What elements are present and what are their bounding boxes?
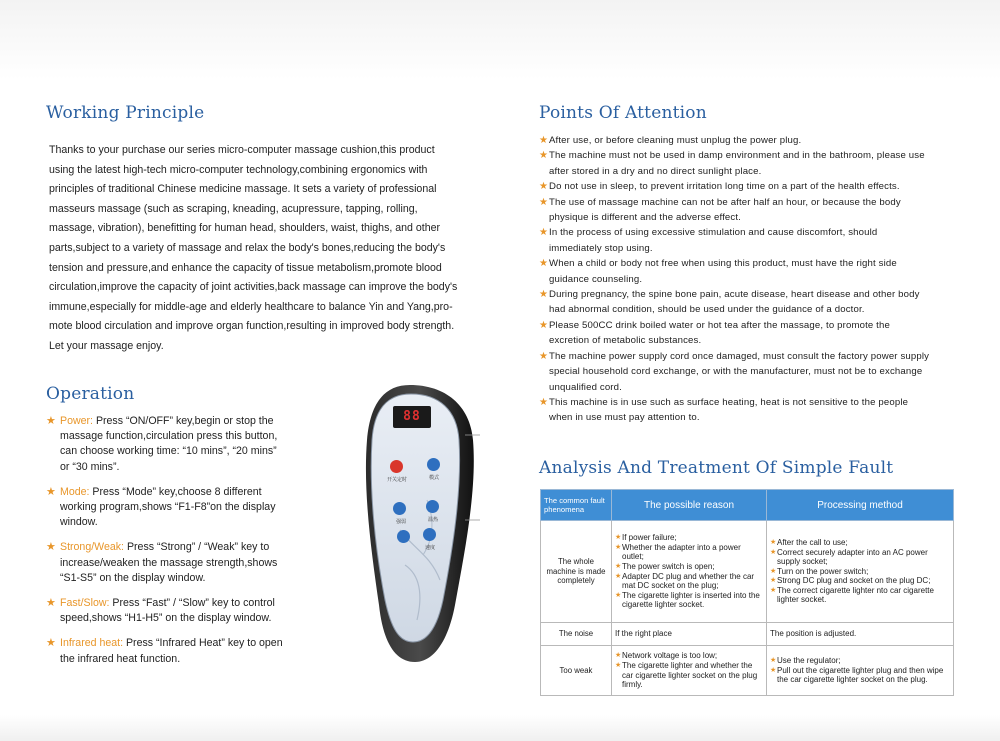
- mode-button: [427, 458, 440, 471]
- top-band: [0, 0, 1000, 80]
- op-line: can choose working time: “10 mins”, “20 mins”: [60, 445, 277, 458]
- star-icon: ★: [770, 577, 777, 585]
- method-cell: [767, 623, 954, 646]
- op-line: “S1-S5” on the display window.: [60, 571, 206, 584]
- op-text: Press “Infrared Heat” key to open: [125, 637, 283, 650]
- reason-item: [615, 661, 763, 690]
- star-icon: ★: [539, 196, 549, 208]
- pa-line: unqualified cord.: [549, 381, 622, 393]
- reason-cell: [612, 521, 767, 623]
- star-icon: ★: [615, 534, 622, 542]
- wp-line: circulation,improve the capacity of joint activities,back massage can improve the body's: [49, 281, 458, 294]
- attention-item: [539, 148, 959, 179]
- op-text: Press “Mode” key,choose 8 different: [92, 485, 262, 498]
- star-icon: ★: [539, 350, 549, 362]
- star-icon: ★: [770, 567, 777, 575]
- star-icon: ★: [615, 591, 622, 599]
- pa-line: The machine must not be used in damp environment and in the bathroom, please use: [549, 150, 925, 162]
- star-icon: ★: [615, 543, 622, 551]
- op-text: Press “ON/OFF” key,begin or stop the: [95, 415, 274, 427]
- star-icon: ★: [46, 597, 56, 610]
- table-row: [541, 623, 954, 646]
- working-principle-title: Working Principle: [46, 103, 205, 123]
- method-item: [770, 656, 950, 666]
- wp-line: immune,especially for middle-age and elderly healthcare to balance Yin and Yang,pro-: [49, 300, 453, 313]
- wp-line: principles of traditional Chinese medicine massage. It sets a variety of professional: [49, 183, 437, 196]
- star-icon: ★: [615, 652, 622, 660]
- pa-line: immediately stop using.: [549, 242, 653, 254]
- op-line: [60, 485, 304, 500]
- pa-line: guidance counseling.: [549, 273, 643, 285]
- pa-line: The use of massage machine can not be after half an hour, or because the body: [549, 196, 901, 208]
- op-line: speed,shows “H1-H5” on the display window.: [60, 612, 272, 625]
- remote-label: 模式: [428, 475, 439, 481]
- pa-line: excretion of metabolic substances.: [549, 335, 702, 347]
- reason-item: [615, 591, 763, 610]
- operation-item-strong-weak: [46, 540, 304, 586]
- remote-display: 88: [403, 409, 421, 424]
- star-icon: ★: [539, 227, 549, 239]
- weak-button: [397, 530, 410, 543]
- method-text: Pull out the cigarette lighter plug and then wipe the car cigarette lighter socket on the plug.: [777, 665, 944, 685]
- pa-line: In the process of using excessive stimulation and cause discomfort, should: [549, 227, 878, 239]
- pa-line: physique is different and the adverse effect.: [549, 212, 741, 224]
- remote-label: 强弱: [395, 519, 406, 525]
- power-button: [390, 460, 403, 473]
- pa-line: when in use must pay attention to.: [549, 412, 700, 424]
- reason-text: Adapter DC plug and whether the car mat DC socket on the plug;: [622, 571, 755, 591]
- reason-text: The cigarette lighter is inserted into the cigarette lighter socket.: [622, 590, 760, 610]
- method-item: [770, 666, 950, 685]
- reason-text: If the right place: [615, 629, 672, 639]
- operation-item-infrared: [46, 636, 304, 666]
- attention-item: [539, 349, 959, 395]
- reason-text: The cigarette lighter and whether the car cigarette lighter socket on the plug firmly.: [622, 660, 758, 690]
- wp-line: mote blood circulation and improve organ function,resulting in improved body strength.: [49, 320, 455, 333]
- wp-line: Let your massage enjoy.: [49, 339, 164, 352]
- working-principle-body: [49, 141, 477, 357]
- op-keyword: Mode:: [60, 485, 90, 498]
- remote-control-illustration: [305, 380, 535, 665]
- op-keyword: Strong/Weak:: [60, 541, 124, 554]
- reason-text: Whether the adapter into a power outlet;: [622, 542, 741, 562]
- phenomenon-cell: The whole machine is made completely: [541, 521, 612, 623]
- pa-line: After use, or before cleaning must unplug the power plug.: [549, 135, 802, 146]
- attention-item: [539, 395, 959, 426]
- pa-line: had abnormal condition, should be used under the guidance of a doctor.: [549, 304, 865, 316]
- method-text: Turn on the power switch;: [777, 566, 869, 576]
- method-cell: [767, 521, 954, 623]
- pa-line: The machine power supply cord once damaged, must consult the factory power supply: [549, 350, 930, 362]
- reason-item: [615, 533, 763, 543]
- op-text: Press “Fast” / “Slow” key to control: [112, 597, 275, 610]
- reason-item: [615, 562, 763, 572]
- op-line: the infrared heat function.: [60, 652, 181, 665]
- star-icon: ★: [539, 150, 549, 162]
- star-icon: ★: [770, 538, 777, 546]
- star-icon: ★: [770, 666, 777, 674]
- method-item: [770, 576, 950, 586]
- method-item: [770, 567, 950, 577]
- method-text: Correct securely adapter into an AC power supply socket;: [777, 547, 928, 567]
- op-line: window.: [60, 516, 98, 529]
- op-keyword: Power:: [60, 415, 93, 427]
- pa-line: after stored in a dry and no direct sunlight place.: [549, 165, 762, 177]
- remote-label: 开关定时: [386, 477, 407, 483]
- strong-button: [393, 502, 406, 515]
- op-line: increase/weaken the massage strength,shows: [60, 556, 278, 569]
- reason-item: [615, 572, 763, 591]
- attention-item: [539, 256, 959, 287]
- star-icon: ★: [539, 181, 549, 193]
- speed-button: [423, 528, 436, 541]
- reason-item: [615, 543, 763, 562]
- operation-list: [46, 414, 304, 677]
- op-keyword: Fast/Slow:: [60, 597, 110, 610]
- wp-line: using the latest high-tech micro-computer technology,combining ergonomics with: [49, 163, 428, 176]
- pa-line: Please 500CC drink boiled water or hot tea after the massage, to promote the: [549, 319, 890, 331]
- star-icon: ★: [770, 657, 777, 665]
- star-icon: ★: [770, 586, 777, 594]
- method-item: [770, 548, 950, 567]
- op-line: working program,shows “F1-F8”on the display: [60, 501, 276, 514]
- star-icon: ★: [539, 319, 549, 331]
- attention-item: [539, 133, 959, 148]
- attention-item: [539, 318, 959, 349]
- op-line: [60, 636, 304, 651]
- star-icon: ★: [46, 541, 56, 554]
- method-text: The position is adjusted.: [770, 629, 857, 639]
- attention-item: [539, 225, 959, 256]
- heat-button: [426, 500, 439, 513]
- method-cell: [767, 646, 954, 696]
- pa-line: This machine is in use such as surface heating, heat is not sensitive to the people: [549, 396, 909, 408]
- star-icon: ★: [46, 485, 56, 498]
- op-line: [60, 414, 304, 429]
- star-icon: ★: [46, 415, 56, 427]
- attention-item: [539, 195, 959, 226]
- wp-line: masseurs massage (such as scraping, kneading, acupressure, tapping, rolling,: [49, 202, 418, 215]
- reason-text: The power switch is open;: [622, 561, 715, 571]
- header-phenomena: The common fault phenomena: [541, 490, 612, 521]
- method-text: Strong DC plug and socket on the plug DC;: [777, 576, 931, 586]
- star-icon: ★: [539, 258, 549, 270]
- fault-table: [540, 489, 954, 696]
- star-icon: ★: [615, 661, 622, 669]
- op-line: or “30 mins”.: [60, 460, 120, 473]
- pa-line: Do not use in sleep, to prevent irritation long time on a part of the health effects.: [549, 181, 900, 193]
- star-icon: ★: [615, 562, 622, 570]
- reason-text: If power failure;: [622, 533, 677, 543]
- header-reason: The possible reason: [612, 490, 767, 521]
- wp-line: massage, vibration), benefitting for human head, shoulders, waist, thighs, and other: [49, 222, 441, 235]
- star-icon: ★: [539, 396, 549, 408]
- reason-item: [615, 651, 763, 661]
- pa-line: When a child or body not free when using this product, must have the right side: [549, 258, 897, 270]
- star-icon: ★: [46, 637, 56, 650]
- table-row: [541, 521, 954, 623]
- wp-line: tension and pressure,and enhance the capacity of tissue metabolism,promote blood: [49, 261, 442, 274]
- reason-cell: [612, 623, 767, 646]
- operation-item-power: [46, 414, 304, 475]
- op-line: [60, 596, 304, 611]
- star-icon: ★: [615, 572, 622, 580]
- method-text: Use the regulator;: [777, 656, 841, 666]
- op-text: Press “Strong” / “Weak” key to: [126, 541, 270, 554]
- op-line: [60, 540, 304, 555]
- remote-label: 速度: [424, 545, 435, 551]
- points-of-attention-title: Points Of Attention: [539, 103, 707, 123]
- star-icon: ★: [539, 289, 549, 301]
- fault-table-header: [541, 490, 954, 521]
- table-row: [541, 646, 954, 696]
- op-keyword: Infrared heat:: [60, 637, 124, 650]
- op-line: massage function,circulation press this button,: [60, 430, 278, 443]
- reason-cell: [612, 646, 767, 696]
- method-text: After the call to use;: [777, 537, 848, 547]
- remote-label: 温热: [427, 517, 438, 523]
- star-icon: ★: [770, 548, 777, 556]
- wp-line: Thanks to your purchase our series micro-computer massage cushion,this product: [49, 144, 435, 156]
- method-item: [770, 586, 950, 605]
- points-of-attention-list: [539, 133, 959, 426]
- wp-line: parts,subject to a variety of massage and relax the body's bones,reducing the body's: [49, 241, 446, 254]
- bottom-band: [0, 715, 1000, 741]
- phenomenon-cell: Too weak: [541, 646, 612, 696]
- phenomenon-cell: The noise: [541, 623, 612, 646]
- operation-title: Operation: [46, 384, 135, 404]
- attention-item: [539, 179, 959, 194]
- method-item: [770, 538, 950, 548]
- operation-item-fast-slow: [46, 596, 304, 626]
- pa-line: During pregnancy, the spine bone pain, acute disease, heart disease and other body: [549, 289, 920, 301]
- attention-item: [539, 287, 959, 318]
- header-method: Processing method: [767, 490, 954, 521]
- star-icon: ★: [539, 135, 549, 146]
- operation-item-mode: [46, 485, 304, 531]
- pa-line: special household cord exchange, or with the manufacturer, must not be to exchange: [549, 366, 923, 378]
- method-text: The correct cigarette lighter nto car cigarette lighter socket.: [777, 585, 934, 605]
- fault-analysis-title: Analysis And Treatment Of Simple Fault: [539, 458, 894, 478]
- reason-text: Network voltage is too low;: [622, 651, 718, 661]
